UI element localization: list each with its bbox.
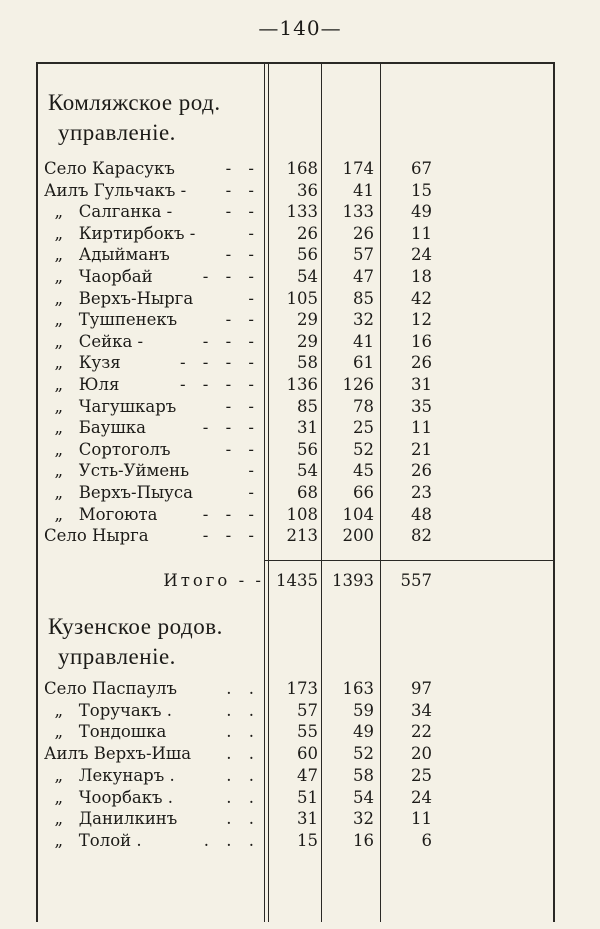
table-row [0, 743, 600, 765]
row-name: „ Сейка - [44, 331, 144, 351]
row-name: „ Тондошка [44, 722, 167, 742]
row-value-2: 32 [353, 809, 374, 829]
table-row [0, 288, 600, 310]
row-value-1: 57 [297, 700, 318, 720]
row-name: „ Лекунаръ . [44, 765, 175, 785]
row-value-3: 67 [411, 159, 432, 178]
row-value-1: 85 [297, 396, 318, 416]
table-row [0, 700, 600, 722]
row-value-3: 11 [411, 809, 432, 829]
row-dots: - - [225, 245, 260, 265]
row-dots: - - - - [179, 375, 260, 394]
row-dots: - - [225, 439, 260, 459]
row-name: „ Чагушкаръ [44, 396, 177, 416]
total-value-1: 1435 [276, 571, 318, 590]
table-row [0, 525, 600, 547]
row-value-3: 16 [411, 331, 432, 351]
row-value-1: 51 [297, 787, 318, 807]
table-row [0, 460, 600, 482]
row-value-3: 25 [411, 765, 432, 785]
row-value-2: 54 [353, 787, 374, 807]
row-name: „ Могоюта [44, 504, 158, 524]
row-name: „ Тушпенекъ [44, 310, 178, 330]
row-name: Аилъ Гульчакъ - [44, 180, 187, 200]
row-value-2: 174 [342, 159, 374, 178]
table-row [0, 374, 600, 396]
row-name: „ Баушка [44, 418, 146, 438]
table-row [0, 721, 600, 743]
row-value-2: 78 [353, 396, 374, 416]
row-dots: - [248, 461, 260, 481]
row-dots: - - - [202, 504, 260, 524]
total-value-2: 1393 [332, 571, 374, 590]
row-value-3: 48 [411, 504, 432, 524]
row-value-3: 97 [411, 679, 432, 698]
row-dots: - - [225, 310, 260, 330]
row-value-2: 163 [342, 679, 374, 698]
row-name: „ Верхъ-Пыуса [44, 483, 193, 502]
row-name: Аилъ Верхъ-Иша [44, 744, 192, 764]
row-value-1: 68 [297, 483, 318, 502]
row-dots: - - [225, 180, 260, 200]
row-value-3: 49 [411, 202, 432, 222]
row-value-2: 61 [353, 353, 374, 373]
row-value-3: 26 [411, 461, 432, 481]
row-value-1: 55 [297, 722, 318, 742]
row-value-3: 18 [411, 267, 432, 286]
table-row [0, 244, 600, 266]
table-row [0, 266, 600, 288]
row-dots: . . [226, 679, 260, 698]
table-row [0, 396, 600, 418]
row-dots: - - [225, 159, 260, 178]
row-value-3: 12 [411, 310, 432, 330]
row-value-2: 85 [353, 288, 374, 308]
table-row [0, 765, 600, 787]
row-value-3: 26 [411, 353, 432, 373]
row-value-2: 126 [342, 375, 374, 394]
row-dots: . . [226, 700, 260, 720]
row-name: „ Киртирбокъ - [44, 223, 196, 243]
section-1-title-line-1: Комляжское род. [48, 90, 221, 115]
row-value-2: 26 [353, 223, 374, 243]
row-value-3: 6 [421, 830, 432, 850]
row-value-3: 82 [411, 526, 432, 546]
row-name: „ Усть-Уймень [44, 461, 190, 481]
table-row [0, 830, 600, 852]
row-value-1: 133 [286, 202, 318, 222]
table-row [0, 787, 600, 809]
row-value-1: 56 [297, 245, 318, 265]
section-2-title [48, 612, 223, 672]
table-row [0, 417, 600, 439]
row-value-3: 11 [411, 223, 432, 243]
row-value-3: 34 [411, 700, 432, 720]
top-rule [36, 62, 554, 64]
row-value-2: 47 [353, 267, 374, 286]
row-value-1: 36 [297, 180, 318, 200]
table-row [0, 201, 600, 223]
row-value-2: 25 [353, 418, 374, 438]
row-dots: - - [225, 396, 260, 416]
table-row [0, 504, 600, 526]
row-value-1: 54 [297, 461, 318, 481]
row-value-1: 105 [286, 288, 318, 308]
row-name: „ Чоорбакъ . [44, 787, 174, 807]
table-row [0, 439, 600, 461]
row-value-3: 11 [411, 418, 432, 438]
row-value-2: 16 [353, 830, 374, 850]
row-value-1: 60 [297, 744, 318, 764]
row-value-3: 35 [411, 396, 432, 416]
row-value-1: 26 [297, 223, 318, 243]
row-value-2: 45 [353, 461, 374, 481]
row-value-2: 41 [353, 180, 374, 200]
row-dots: - [248, 288, 260, 308]
row-value-1: 29 [297, 310, 318, 330]
row-value-3: 24 [411, 787, 432, 807]
row-value-2: 52 [353, 439, 374, 459]
row-value-2: 32 [353, 310, 374, 330]
row-dots: - - - [202, 331, 260, 351]
row-name: Село Карасукъ [44, 159, 175, 178]
row-value-2: 41 [353, 331, 374, 351]
row-value-2: 66 [353, 483, 374, 502]
row-value-1: 54 [297, 267, 318, 286]
section-2-title-line-1: Кузенское родов. [48, 614, 223, 639]
row-value-3: 24 [411, 245, 432, 265]
row-value-1: 29 [297, 331, 318, 351]
table-row [0, 352, 600, 374]
row-value-1: 47 [297, 765, 318, 785]
row-name: Село Нырга [44, 526, 149, 546]
row-name: „ Торучакъ . [44, 700, 173, 720]
row-dots: . . [226, 744, 260, 764]
row-dots: . . [226, 787, 260, 807]
row-dots: - - - [202, 267, 260, 286]
row-value-1: 108 [286, 504, 318, 524]
table-row [0, 223, 600, 245]
row-value-3: 42 [411, 288, 432, 308]
page-number: —140— [258, 16, 342, 40]
table-row [0, 678, 600, 700]
row-dots: - - [225, 202, 260, 222]
row-value-1: 168 [286, 159, 318, 178]
table-row [0, 309, 600, 331]
row-value-1: 213 [286, 526, 318, 546]
row-value-3: 31 [411, 375, 432, 394]
row-value-1: 15 [297, 830, 318, 850]
row-value-1: 31 [297, 809, 318, 829]
total-label: Итого - - [163, 571, 264, 590]
row-name: „ Салганка - [44, 202, 173, 222]
row-name: „ Чаорбай [44, 267, 153, 286]
table-row [0, 482, 600, 504]
row-value-1: 31 [297, 418, 318, 438]
row-value-2: 49 [353, 722, 374, 742]
section-1-title [48, 88, 221, 148]
total-rule [264, 560, 554, 561]
row-name: „ Сортоголъ [44, 439, 171, 459]
row-dots: . . [226, 765, 260, 785]
table-row [0, 158, 600, 180]
row-value-1: 56 [297, 439, 318, 459]
row-value-3: 21 [411, 439, 432, 459]
row-dots: . . [226, 722, 260, 742]
row-dots: - [248, 223, 260, 243]
row-value-2: 57 [353, 245, 374, 265]
row-value-2: 58 [353, 765, 374, 785]
table-row [0, 808, 600, 830]
row-name: „ Толой . [44, 830, 142, 850]
total-value-3: 557 [400, 571, 432, 590]
row-dots: - - - - [179, 353, 260, 373]
row-dots: . . . [203, 830, 260, 850]
row-name: „ Верхъ-Нырга [44, 288, 194, 308]
row-value-2: 133 [342, 202, 374, 222]
row-value-2: 200 [342, 526, 374, 546]
row-value-2: 59 [353, 700, 374, 720]
row-value-1: 58 [297, 353, 318, 373]
row-name: Село Паспаулъ [44, 679, 178, 698]
row-dots: - - - [202, 418, 260, 438]
row-name: „ Данилкинъ [44, 809, 178, 829]
section-2-title-line-2: управленіе. [58, 644, 176, 669]
row-dots: - - - [202, 526, 260, 546]
row-dots: - [248, 483, 260, 502]
row-dots: . . [226, 809, 260, 829]
row-value-3: 22 [411, 722, 432, 742]
row-value-3: 20 [411, 744, 432, 764]
row-name: „ Адыйманъ [44, 245, 170, 265]
table-row [0, 180, 600, 202]
row-value-3: 15 [411, 180, 432, 200]
row-value-1: 136 [286, 375, 318, 394]
row-value-2: 52 [353, 744, 374, 764]
row-name: „ Кузя [44, 353, 121, 373]
section-1-title-line-2: управленіе. [58, 120, 176, 145]
row-value-2: 104 [342, 504, 374, 524]
section-1-total-row [0, 570, 600, 592]
table-row [0, 331, 600, 353]
row-name: „ Юля [44, 375, 120, 394]
row-value-3: 23 [411, 483, 432, 502]
row-value-1: 173 [286, 679, 318, 698]
